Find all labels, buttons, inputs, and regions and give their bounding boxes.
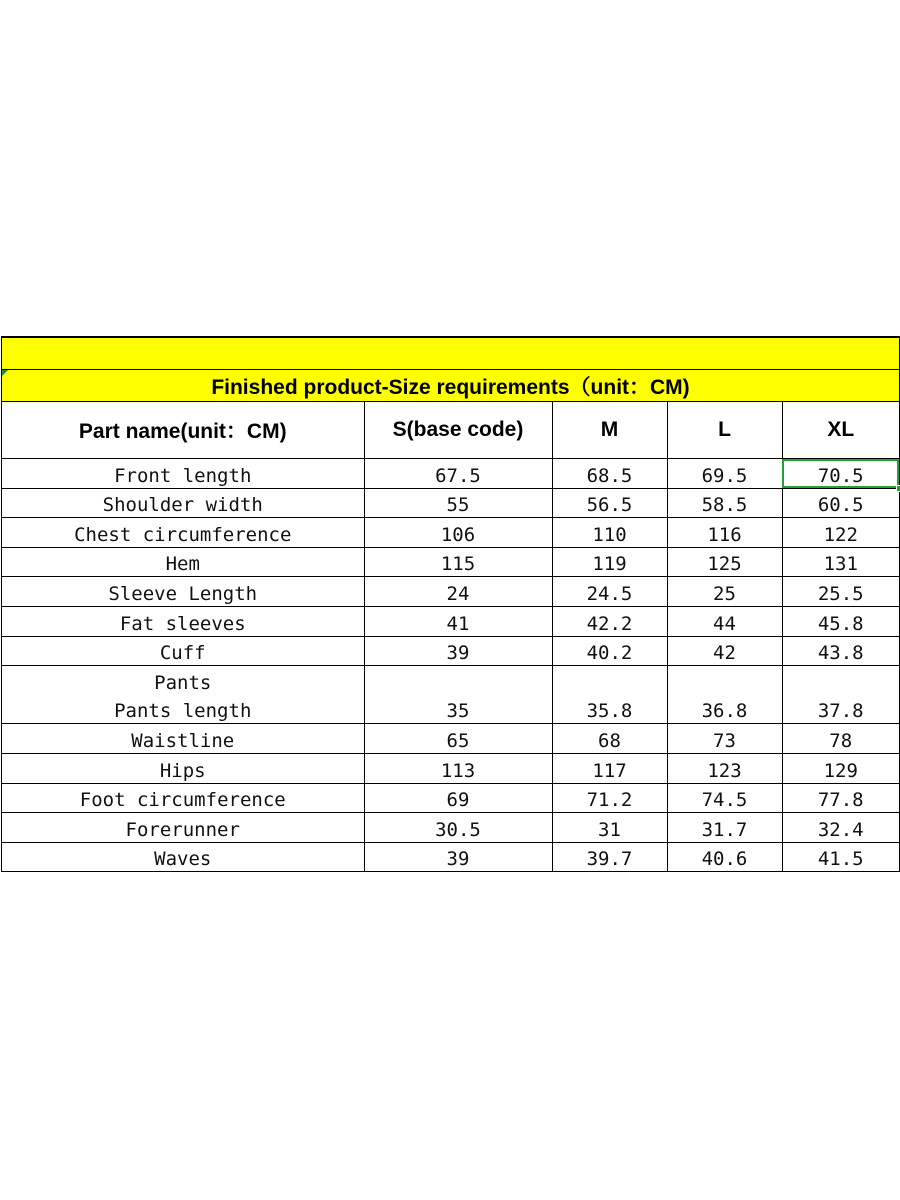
cell-comment-marker-icon bbox=[2, 370, 8, 376]
size-s-cell[interactable]: 106 bbox=[364, 518, 552, 548]
part-name-cell[interactable]: Cuff bbox=[2, 636, 364, 666]
size-s-cell[interactable]: 113 bbox=[364, 753, 552, 783]
size-m-cell[interactable]: 39.7 bbox=[552, 842, 667, 872]
size-s-cell[interactable]: 67.5 bbox=[364, 459, 552, 489]
size-xl-cell[interactable]: 37.8 bbox=[782, 695, 899, 724]
section-label-cell[interactable]: Pants bbox=[2, 666, 364, 695]
size-m-cell[interactable]: 119 bbox=[552, 547, 667, 577]
part-name-cell[interactable]: Hips bbox=[2, 753, 364, 783]
size-m-cell[interactable]: 71.2 bbox=[552, 783, 667, 813]
size-m-cell[interactable]: 35.8 bbox=[552, 695, 667, 724]
column-header-s[interactable]: S(base code) bbox=[364, 402, 552, 459]
table-row bbox=[2, 547, 899, 577]
size-m-cell[interactable]: 42.2 bbox=[552, 606, 667, 636]
size-l-cell[interactable]: 42 bbox=[667, 636, 782, 666]
size-xl-cell[interactable]: 131 bbox=[782, 547, 899, 577]
size-m-cell[interactable]: 110 bbox=[552, 518, 667, 548]
size-m-cell[interactable] bbox=[552, 666, 667, 695]
part-name-cell[interactable]: Sleeve Length bbox=[2, 577, 364, 607]
cell-value: 70.5 bbox=[817, 464, 864, 487]
column-header-m[interactable]: M bbox=[552, 402, 667, 459]
section-row-pants bbox=[2, 666, 899, 695]
table-row bbox=[2, 753, 899, 783]
table-row bbox=[2, 518, 899, 548]
part-name-cell[interactable]: Forerunner bbox=[2, 813, 364, 843]
size-xl-cell[interactable]: 78 bbox=[782, 724, 899, 754]
size-xl-cell[interactable] bbox=[782, 666, 899, 695]
size-l-cell[interactable]: 116 bbox=[667, 518, 782, 548]
size-s-cell[interactable]: 35 bbox=[364, 695, 552, 724]
part-name-cell[interactable]: Waistline bbox=[2, 724, 364, 754]
size-xl-cell[interactable]: 41.5 bbox=[782, 842, 899, 872]
size-s-cell[interactable]: 65 bbox=[364, 724, 552, 754]
size-m-cell[interactable]: 40.2 bbox=[552, 636, 667, 666]
column-header-l[interactable]: L bbox=[667, 402, 782, 459]
size-s-cell[interactable]: 39 bbox=[364, 636, 552, 666]
size-m-cell[interactable]: 31 bbox=[552, 813, 667, 843]
size-l-cell[interactable]: 58.5 bbox=[667, 488, 782, 518]
size-l-cell[interactable]: 36.8 bbox=[667, 695, 782, 724]
size-l-cell[interactable] bbox=[667, 666, 782, 695]
size-s-cell[interactable]: 39 bbox=[364, 842, 552, 872]
size-s-cell[interactable]: 55 bbox=[364, 488, 552, 518]
header-row bbox=[2, 402, 899, 459]
part-name-cell[interactable]: Chest circumference bbox=[2, 518, 364, 548]
size-m-cell[interactable]: 117 bbox=[552, 753, 667, 783]
size-l-cell[interactable]: 123 bbox=[667, 753, 782, 783]
column-header-xl[interactable]: XL bbox=[782, 402, 899, 459]
size-xl-cell[interactable]: 60.5 bbox=[782, 488, 899, 518]
column-header-part-name[interactable]: Part name(unit：CM) bbox=[2, 402, 364, 459]
blank-yellow-row[interactable] bbox=[2, 338, 899, 370]
size-l-cell[interactable]: 69.5 bbox=[667, 459, 782, 489]
part-name-cell[interactable]: Pants length bbox=[2, 695, 364, 724]
table-row bbox=[2, 488, 899, 518]
table-title: Finished product-Size requirements（unit：CM) bbox=[211, 375, 690, 399]
part-name-cell[interactable]: Foot circumference bbox=[2, 783, 364, 813]
size-xl-cell[interactable]: 43.8 bbox=[782, 636, 899, 666]
size-l-cell[interactable]: 31.7 bbox=[667, 813, 782, 843]
size-l-cell[interactable]: 44 bbox=[667, 606, 782, 636]
size-l-cell[interactable]: 25 bbox=[667, 577, 782, 607]
size-s-cell[interactable]: 24 bbox=[364, 577, 552, 607]
part-name-cell[interactable]: Front length bbox=[2, 459, 364, 489]
table-row bbox=[2, 842, 899, 872]
size-l-cell[interactable]: 40.6 bbox=[667, 842, 782, 872]
size-l-cell[interactable]: 74.5 bbox=[667, 783, 782, 813]
size-l-cell[interactable]: 125 bbox=[667, 547, 782, 577]
part-name-cell[interactable]: Fat sleeves bbox=[2, 606, 364, 636]
table-row bbox=[2, 813, 899, 843]
part-name-cell[interactable]: Waves bbox=[2, 842, 364, 872]
table-row bbox=[2, 577, 899, 607]
fill-handle-icon[interactable] bbox=[896, 485, 900, 492]
table-row bbox=[2, 724, 899, 754]
size-s-cell[interactable]: 41 bbox=[364, 606, 552, 636]
table-row bbox=[2, 636, 899, 666]
size-chart-sheet bbox=[1, 336, 900, 872]
size-s-cell[interactable] bbox=[364, 666, 552, 695]
part-name-cell[interactable]: Hem bbox=[2, 547, 364, 577]
size-xl-cell[interactable]: 77.8 bbox=[782, 783, 899, 813]
table-row bbox=[2, 606, 899, 636]
size-xl-cell[interactable]: 45.8 bbox=[782, 606, 899, 636]
size-m-cell[interactable]: 68 bbox=[552, 724, 667, 754]
size-xl-cell[interactable]: 32.4 bbox=[782, 813, 899, 843]
size-m-cell[interactable]: 24.5 bbox=[552, 577, 667, 607]
size-s-cell[interactable]: 115 bbox=[364, 547, 552, 577]
size-m-cell[interactable]: 56.5 bbox=[552, 488, 667, 518]
size-xl-cell[interactable]: 25.5 bbox=[782, 577, 899, 607]
table-row bbox=[2, 459, 899, 489]
size-xl-cell-selected[interactable] bbox=[782, 459, 899, 489]
size-s-cell[interactable]: 69 bbox=[364, 783, 552, 813]
table-title-row[interactable] bbox=[2, 370, 899, 402]
size-s-cell[interactable]: 30.5 bbox=[364, 813, 552, 843]
size-table bbox=[2, 402, 899, 872]
size-l-cell[interactable]: 73 bbox=[667, 724, 782, 754]
table-row bbox=[2, 695, 899, 724]
size-xl-cell[interactable]: 122 bbox=[782, 518, 899, 548]
table-row bbox=[2, 783, 899, 813]
size-m-cell[interactable]: 68.5 bbox=[552, 459, 667, 489]
part-name-cell[interactable]: Shoulder width bbox=[2, 488, 364, 518]
size-xl-cell[interactable]: 129 bbox=[782, 753, 899, 783]
